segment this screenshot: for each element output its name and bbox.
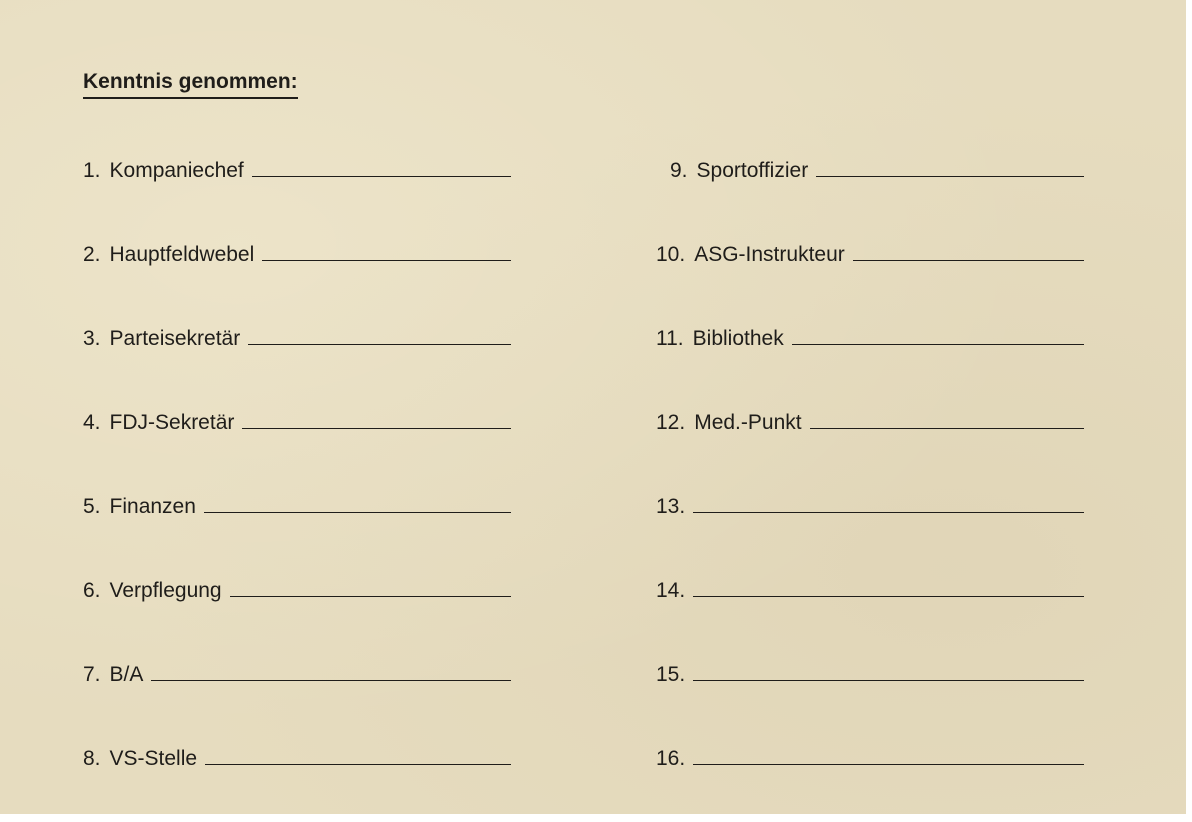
signature-line bbox=[204, 512, 511, 513]
item-label: Med.-Punkt bbox=[694, 411, 802, 434]
item-number: 12. bbox=[656, 411, 686, 434]
signature-field-6 bbox=[83, 577, 511, 603]
signature-line bbox=[252, 176, 511, 177]
signature-line bbox=[242, 428, 511, 429]
item-label: B/A bbox=[109, 663, 144, 686]
signature-line bbox=[151, 680, 511, 681]
item-number: 11. bbox=[656, 327, 684, 350]
item-number: 10. bbox=[656, 243, 686, 266]
item-number: 14. bbox=[656, 579, 686, 602]
signature-line bbox=[792, 344, 1084, 345]
signature-field-14 bbox=[656, 577, 1084, 603]
signature-field-2 bbox=[83, 241, 511, 267]
item-number: 7. bbox=[83, 663, 101, 686]
item-label: VS-Stelle bbox=[109, 747, 198, 770]
item-label: Finanzen bbox=[109, 495, 196, 518]
signature-line bbox=[853, 260, 1084, 261]
item-label: Bibliothek bbox=[692, 327, 784, 350]
signature-line bbox=[693, 680, 1084, 681]
signature-field-12 bbox=[656, 409, 1084, 435]
item-number: 4. bbox=[83, 411, 101, 434]
item-number: 8. bbox=[83, 747, 101, 770]
signature-field-5 bbox=[83, 493, 511, 519]
signature-field-16 bbox=[656, 745, 1084, 771]
item-label: Parteisekretär bbox=[109, 327, 241, 350]
item-number: 6. bbox=[83, 579, 101, 602]
item-label: Verpflegung bbox=[109, 579, 222, 602]
item-number: 13. bbox=[656, 495, 686, 518]
signature-field-8 bbox=[83, 745, 511, 771]
signature-line bbox=[810, 428, 1084, 429]
item-label: Hauptfeldwebel bbox=[109, 243, 255, 266]
item-number: 5. bbox=[83, 495, 101, 518]
item-number: 3. bbox=[83, 327, 101, 350]
signature-field-11 bbox=[656, 325, 1084, 351]
item-label: ASG-Instrukteur bbox=[694, 243, 845, 266]
signature-field-7 bbox=[83, 661, 511, 687]
item-number: 16. bbox=[656, 747, 686, 770]
item-number: 1. bbox=[83, 159, 101, 182]
signature-line bbox=[262, 260, 511, 261]
signature-line bbox=[248, 344, 511, 345]
signature-field-10 bbox=[656, 241, 1084, 267]
signature-field-9 bbox=[670, 157, 1084, 183]
signature-field-1 bbox=[83, 157, 511, 183]
signature-line bbox=[816, 176, 1084, 177]
item-number: 15. bbox=[656, 663, 686, 686]
signature-line bbox=[693, 596, 1084, 597]
signature-line bbox=[230, 596, 511, 597]
signature-field-4 bbox=[83, 409, 511, 435]
item-label: FDJ-Sekretär bbox=[109, 411, 235, 434]
signature-line bbox=[693, 512, 1084, 513]
item-number: 2. bbox=[83, 243, 101, 266]
item-label: Sportoffizier bbox=[696, 159, 809, 182]
form-heading: Kenntnis genommen: bbox=[83, 70, 298, 99]
signature-field-13 bbox=[656, 493, 1084, 519]
signature-field-3 bbox=[83, 325, 511, 351]
signature-field-15 bbox=[656, 661, 1084, 687]
signature-line bbox=[205, 764, 511, 765]
signature-line bbox=[693, 764, 1084, 765]
item-label: Kompaniechef bbox=[109, 159, 244, 182]
item-number: 9. bbox=[670, 159, 688, 182]
